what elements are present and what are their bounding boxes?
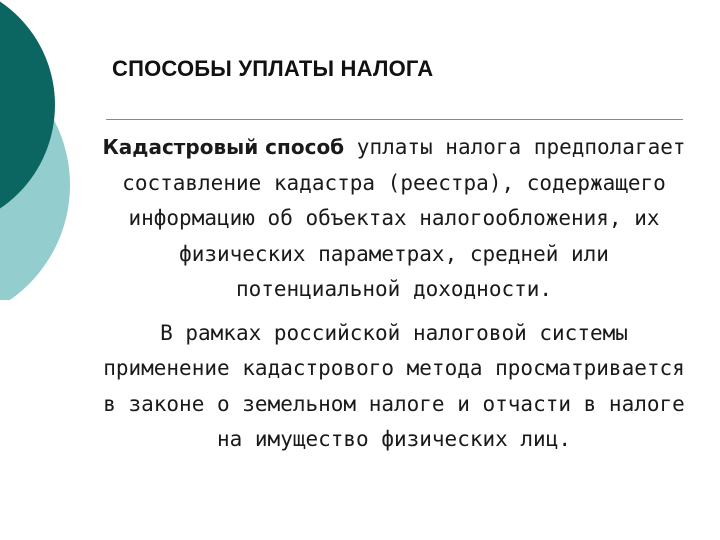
title-divider — [106, 119, 683, 120]
decorative-circles — [0, 0, 90, 300]
slide-title: СПОСОБЫ УПЛАТЫ НАЛОГА — [112, 56, 434, 81]
slide-body — [92, 130, 696, 458]
paragraph-cadastral-method — [92, 130, 696, 308]
paragraph-cadastral-method-text: уплаты налога предполагает составление кадастра (реестра), содержащего информацию об объектах налогообложения, их физических параметрах, средней или потенциальной доходности. — [122, 135, 686, 301]
term-cadastral-method: Кадастровый способ — [102, 135, 345, 159]
paragraph-russian-tax-system: В рамках российской налоговой системы применение кадастрового метода просматривается в законе о земельном налоге и отчасти в налоге на имущество физических лиц. — [103, 320, 685, 451]
